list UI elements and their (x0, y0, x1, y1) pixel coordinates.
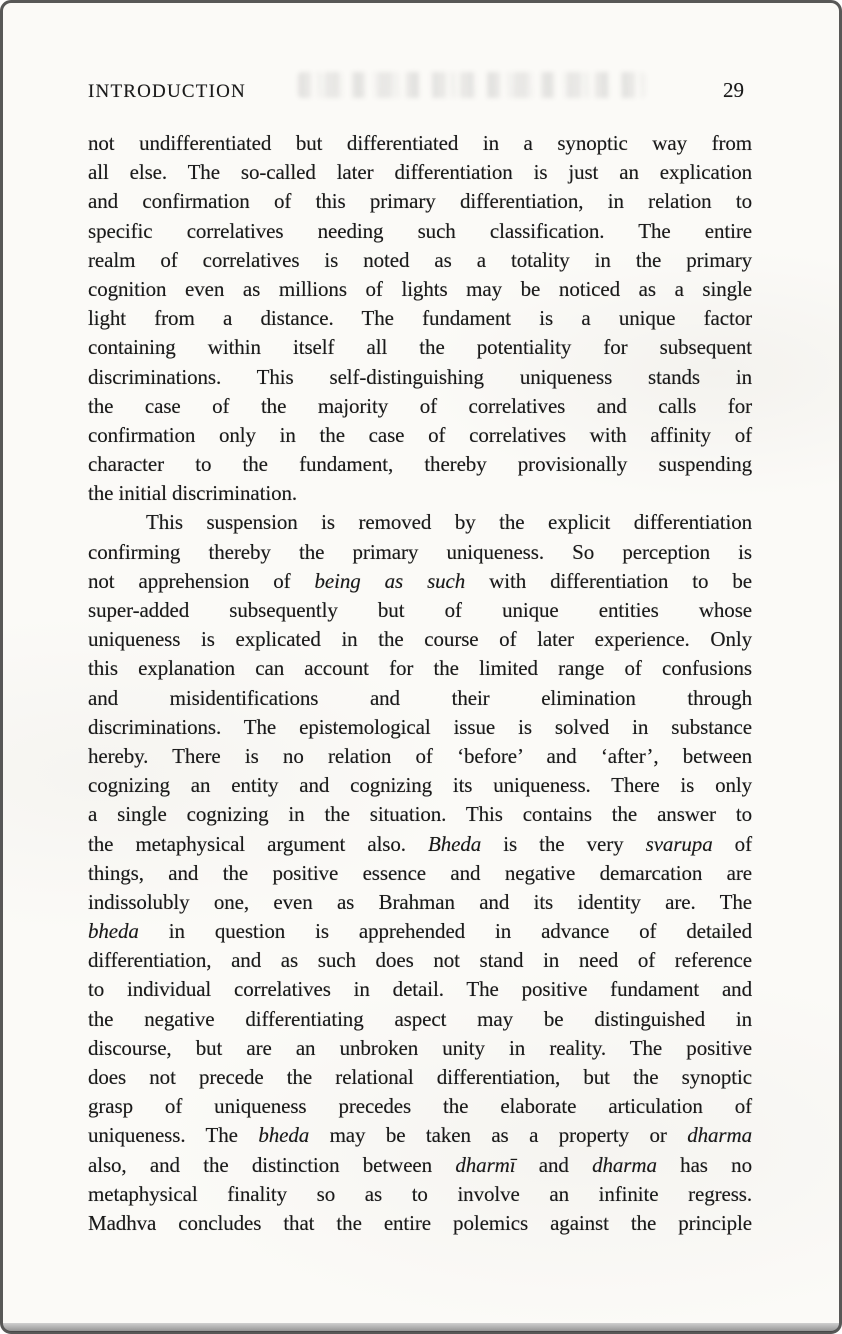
text-line: a single cognizing in the situation. This contains the answer to (88, 802, 752, 827)
text-line: realm of correlatives is noted as a totality in the primary (88, 247, 752, 272)
text-line: the metaphysical argument also. Bheda is the very svarupa of (88, 831, 752, 856)
page-content (88, 78, 752, 1238)
text-line: grasp of uniqueness precedes the elaborate articulation of (88, 1094, 752, 1119)
text-line: hereby. There is no relation of ‘before’ and ‘after’, between (88, 743, 752, 768)
body-text (88, 129, 752, 1238)
text-line: confirmation only in the case of correlatives with affinity of (88, 422, 752, 447)
book-bottom-edge (3, 1323, 839, 1332)
text-line: discriminations. This self-distinguishing uniqueness stands in (88, 364, 752, 389)
text-line: also, and the distinction between dharmī and dharma has no (88, 1152, 752, 1177)
text-line: containing within itself all the potentiality for subsequent (88, 335, 752, 360)
text-line: does not precede the relational differentiation, but the synoptic (88, 1065, 752, 1089)
text-line: super-added subsequently but of unique entities whose (88, 598, 752, 622)
text-line: discriminations. The epistemological issue is solved in substance (88, 714, 752, 739)
text-line: specific correlatives needing such classification. The entire (88, 218, 752, 243)
text-line: not apprehension of being as such with differentiation to be (88, 568, 752, 593)
running-header-title: INTRODUCTION (88, 81, 246, 102)
text-line: and misidentifications and their elimination through (88, 685, 752, 710)
text-line: the initial discrimination. (88, 481, 298, 506)
text-line: confirming thereby the primary uniqueness. So perception is (88, 539, 752, 564)
page-header (88, 78, 752, 103)
text-line: to individual correlatives in detail. The positive fundament and (88, 977, 752, 1002)
text-line: all else. The so-called later differentiation is just an explication (88, 160, 752, 185)
text-line: This suspension is removed by the explicit differentiation (146, 510, 752, 535)
text-line: not undifferentiated but differentiated in a synoptic way from (88, 131, 752, 155)
text-line: cognition even as millions of lights may be noticed as a single (88, 276, 752, 301)
text-line: character to the fundament, thereby provisionally suspending (88, 452, 752, 477)
text-line: uniqueness is explicated in the course of later experience. Only (88, 627, 752, 652)
text-line: the case of the majority of correlatives and calls for (88, 393, 752, 418)
text-line: this explanation can account for the limited range of confusions (88, 656, 752, 681)
text-line: bheda in question is apprehended in advance of detailed (88, 919, 752, 944)
text-line: and confirmation of this primary differentiation, in relation to (88, 189, 752, 214)
text-line: the negative differentiating aspect may be distinguished in (88, 1006, 752, 1031)
text-line: metaphysical finality so as to involve an infinite regress. (88, 1181, 752, 1206)
text-line: light from a distance. The fundament is a unique factor (88, 306, 752, 331)
page-number: 29 (723, 78, 744, 102)
text-line: things, and the positive essence and negative demarcation are (88, 860, 752, 885)
text-line: cognizing an entity and cognizing its uniqueness. There is only (88, 773, 752, 798)
text-line: differentiation, and as such does not stand in need of reference (88, 948, 752, 973)
text-line: uniqueness. The bheda may be taken as a property or dharma (88, 1123, 752, 1148)
text-line: discourse, but are an unbroken unity in reality. The positive (88, 1035, 752, 1060)
text-line: Madhva concludes that the entire polemics against the principle (88, 1210, 752, 1235)
text-line: indissolubly one, even as Brahman and its identity are. The (88, 889, 752, 914)
